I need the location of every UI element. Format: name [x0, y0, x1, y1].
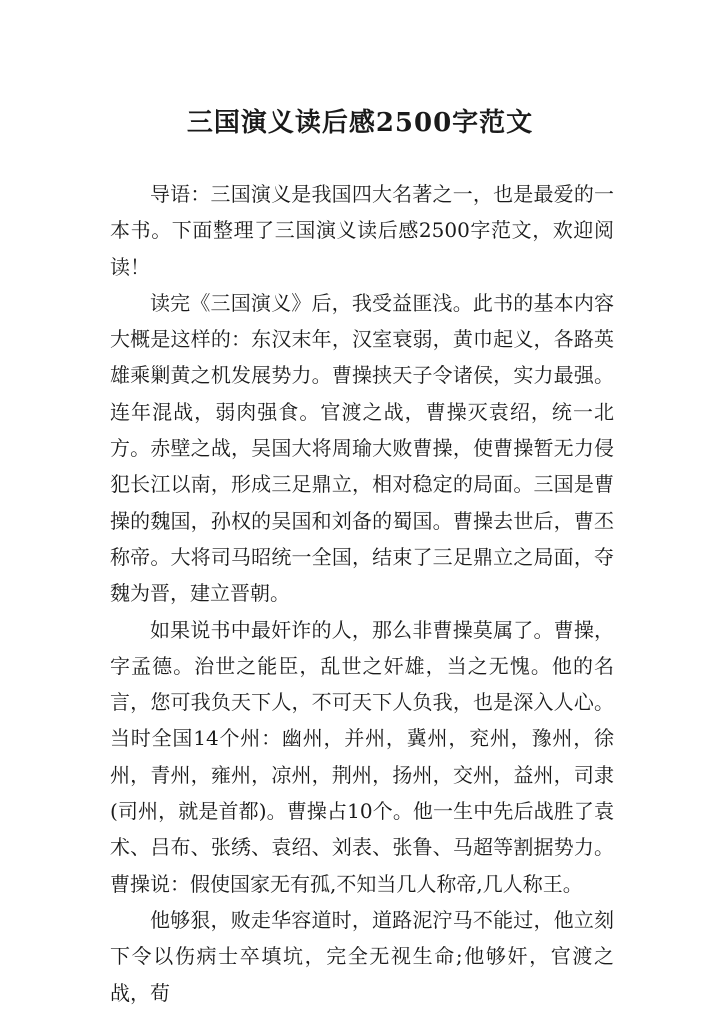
paragraph-intro: 导语：三国演义是我国四大名著之一，也是最爱的一本书。下面整理了三国演义读后感2500字范文，欢迎阅读！ [110, 182, 614, 279]
document-body [110, 176, 614, 1011]
paragraph-cao-cao: 如果说书中最奸诈的人，那么非曹操莫属了。曹操，字孟德。治世之能臣，乱世之奸雄，当之无愧。他的名言，您可我负天下人，不可天下人负我，也是深入人心。当时全国14个州：幽州，并州，冀州，兖州，豫州，徐州，青州，雍州，凉州，荆州，扬州，交州，益州，司隶(司州，就是首都)。曹操占10个。他一生中先后战胜了袁术、吕布、张绣、袁绍、刘表、张鲁、马超等割据势力。曹操说：假使国家无有孤,不知当几人称帝,几人称王。 [110, 617, 614, 896]
paragraph-summary: 读完《三国演义》后，我受益匪浅。此书的基本内容大概是这样的：东汉末年，汉室衰弱，黄巾起义，各路英雄乘剿黄之机发展势力。曹操挟天子令诸侯，实力最强。连年混战，弱肉强食。官渡之战，曹操灭袁绍，统一北方。赤壁之战，吴国大将周瑜大败曹操，使曹操暂无力侵犯长江以南，形成三足鼎立，相对稳定的局面。三国是曹操的魏国，孙权的吴国和刘备的蜀国。曹操去世后，曹丕称帝。大将司马昭统一全国，结束了三足鼎立之局面，夺魏为晋，建立晋朝。 [110, 290, 614, 606]
paragraph-continued: 他够狠，败走华容道时，道路泥泞马不能过，他立刻下令以伤病士卒填坑，完全无视生命;他够奸，官渡之战，荀 [110, 907, 614, 1005]
document-title: 三国演义读后感2500字范文 [186, 108, 534, 139]
